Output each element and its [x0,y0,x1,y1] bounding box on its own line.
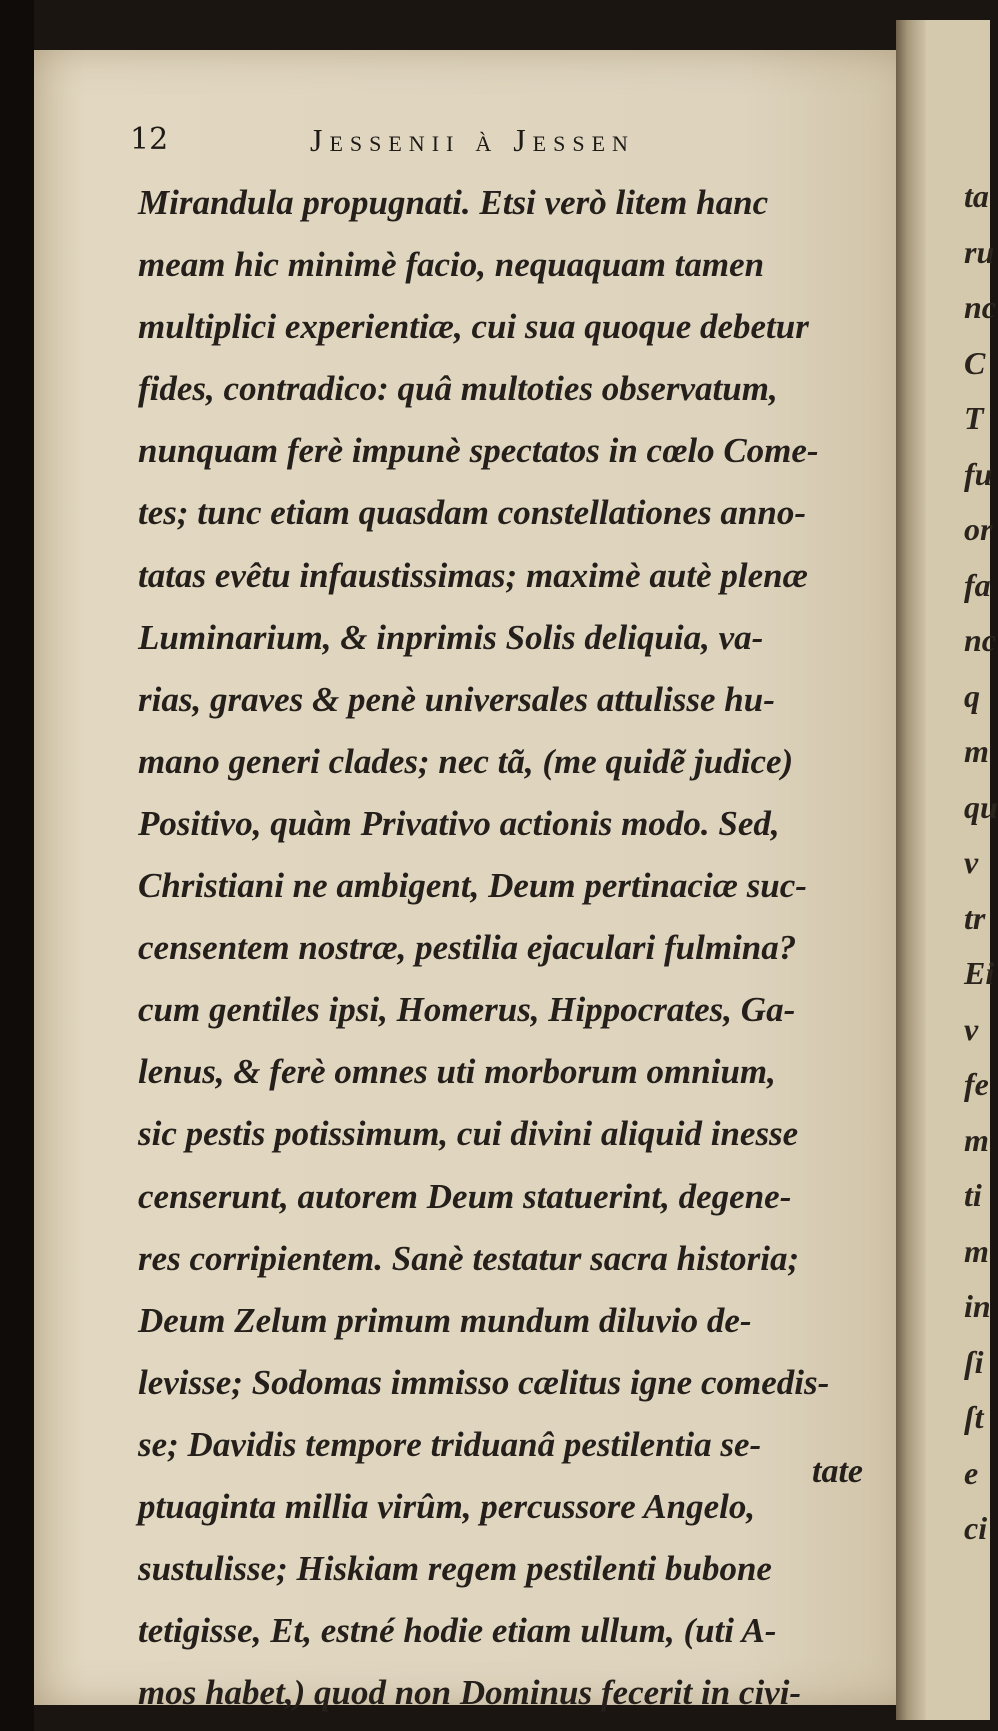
text-line: mos habet,) quod non Dominus fecerit in civi- [138,1673,802,1713]
facing-page-fragment: fa [964,566,991,603]
text-line: Luminarium, & inprimis Solis deliquia, va- [138,617,764,657]
facing-page-fragment: in [964,1288,991,1324]
text-line: Deum Zelum primum mundum diluvio de- [138,1300,752,1340]
text-line: rias, graves & penè universales attulisse hu- [138,679,775,719]
text-line: fides, contradico: quâ multoties observatum, [138,369,778,409]
facing-page-fragment: ſi [964,1343,984,1380]
facing-page-fragment: T [964,400,984,436]
left-background [0,0,34,1731]
page-header [130,122,750,172]
text-line: censerunt, autorem Deum statuerint, degene- [138,1176,792,1216]
text-line: sustulisse; Hiskiam regem pestilenti bubone [138,1549,772,1589]
facing-page-fragment: q [964,677,980,714]
facing-page-fragment: e [964,1454,979,1491]
text-line: lenus, & ferè omnes uti morborum omnium, [138,1052,776,1092]
facing-page-fragment: ru [964,233,995,270]
facing-page-fragment: ci [964,1510,988,1546]
facing-page-fragment: ti [964,1177,982,1213]
facing-page-fragment: m [964,1232,989,1269]
book-gutter [896,20,926,1720]
text-line: tetigisse, Et, estné hodie etiam ullum, (uti A- [138,1611,777,1651]
text-line: Positivo, quàm Privativo actionis modo. Sed, [138,803,780,843]
text-line: mano generi clades; nec tã, (me quidẽ judice) [138,741,794,781]
facing-page-fragment: tr [964,899,986,936]
facing-page-fragment: qu [964,788,998,825]
facing-page-fragment: nc [964,622,996,658]
text-line: sic pestis potissimum, cui divini aliquid inesse [138,1114,799,1154]
facing-page-fragment: v [964,844,979,880]
text-line: levisse; Sodomas immisso cælitus igne comedis- [138,1362,830,1402]
page-number: 12 [130,122,169,157]
text-line: meam hic minimè facio, nequaquam tamen [138,245,765,285]
text-line: ptuaginta millia virûm, percussore Angelo, [138,1486,756,1526]
facing-page-fragment: m [964,1121,989,1158]
text-line: tes; tunc etiam quasdam constellationes anno- [138,493,806,533]
running-head: Jessenii à Jessen [310,122,635,158]
text-line: censentem nostræ, pestilia ejaculari fulmina? [138,928,797,968]
facing-page-fragment: m [964,733,989,769]
facing-page-fragment: v [964,1010,979,1047]
text-line: tatas evêtu infaustissimas; maximè autè plenæ [138,555,808,595]
text-line: res corripientem. Sanè testatur sacra historia; [138,1238,800,1278]
text-line: Mirandula propugnati. Etsi verò litem hanc [138,183,769,222]
facing-page-fragment: fe [964,1066,989,1102]
facing-page-fragment: ſt [964,1399,984,1435]
facing-page-fragment: C [964,344,986,381]
text-line: multiplici experientiæ, cui sua quoque debetur [138,307,809,347]
facing-page [926,20,993,1720]
catchword: tate [812,1453,863,1490]
text-line: nunquam ferè impunè spectatos in cœlo Come- [138,431,819,471]
facing-page-fragment: or [964,511,993,547]
text-line: Christiani ne ambigent, Deum pertinaciæ suc- [138,866,807,906]
facing-page-fragment: Ei [964,955,995,991]
text-line: se; Davidis tempore triduanâ pestilentia se- [138,1424,762,1464]
facing-page-fragment: nc [964,289,996,325]
facing-page-fragment: fu [964,455,993,492]
facing-page-fragment: ta [964,178,989,214]
body-text [138,172,898,1724]
text-line: cum gentiles ipsi, Homerus, Hippocrates, Ga- [138,990,796,1030]
